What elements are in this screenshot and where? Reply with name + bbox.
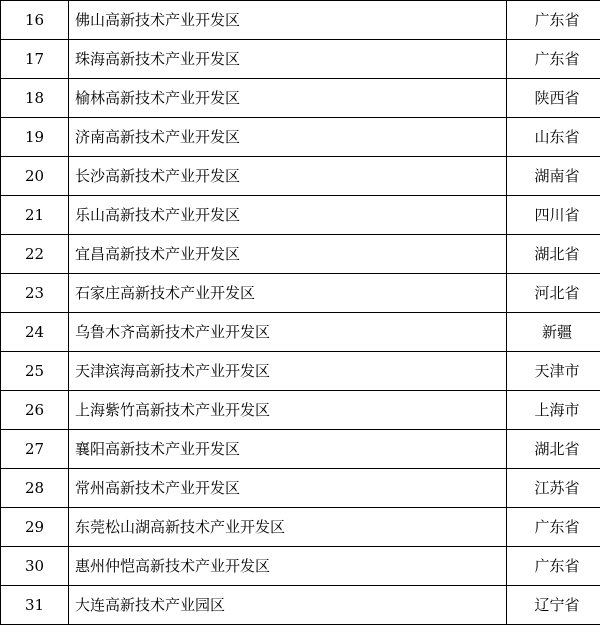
zone-name: 石家庄高新技术产业开发区 [69, 274, 507, 313]
zones-table-body [1, 1, 600, 625]
province: 广东省 [507, 40, 600, 79]
zone-name: 乐山高新技术产业开发区 [69, 196, 507, 235]
row-number: 24 [1, 313, 69, 352]
zone-name: 济南高新技术产业开发区 [69, 118, 507, 157]
zone-name: 佛山高新技术产业开发区 [69, 1, 507, 40]
zone-name: 乌鲁木齐高新技术产业开发区 [69, 313, 507, 352]
row-number: 29 [1, 508, 69, 547]
row-number: 25 [1, 352, 69, 391]
province: 河北省 [507, 274, 600, 313]
table-row [1, 157, 600, 196]
table-row [1, 469, 600, 508]
zone-name: 长沙高新技术产业开发区 [69, 157, 507, 196]
row-number: 21 [1, 196, 69, 235]
row-number: 28 [1, 469, 69, 508]
table-row [1, 40, 600, 79]
row-number: 23 [1, 274, 69, 313]
province: 陕西省 [507, 79, 600, 118]
row-number: 18 [1, 79, 69, 118]
table-row [1, 586, 600, 625]
table-row [1, 274, 600, 313]
province: 湖北省 [507, 235, 600, 274]
zone-name: 东莞松山湖高新技术产业开发区 [69, 508, 507, 547]
province: 江苏省 [507, 469, 600, 508]
province: 广东省 [507, 1, 600, 40]
zone-name: 大连高新技术产业园区 [69, 586, 507, 625]
zone-name: 上海紫竹高新技术产业开发区 [69, 391, 507, 430]
province: 广东省 [507, 547, 600, 586]
table-row [1, 79, 600, 118]
zone-name: 襄阳高新技术产业开发区 [69, 430, 507, 469]
row-number: 16 [1, 1, 69, 40]
zone-name: 榆林高新技术产业开发区 [69, 79, 507, 118]
province: 山东省 [507, 118, 600, 157]
province: 新疆 [507, 313, 600, 352]
province: 湖北省 [507, 430, 600, 469]
table-row [1, 235, 600, 274]
zone-name: 宜昌高新技术产业开发区 [69, 235, 507, 274]
table-row [1, 118, 600, 157]
table-row [1, 391, 600, 430]
row-number: 22 [1, 235, 69, 274]
row-number: 17 [1, 40, 69, 79]
zone-name: 珠海高新技术产业开发区 [69, 40, 507, 79]
province: 四川省 [507, 196, 600, 235]
table-row [1, 1, 600, 40]
row-number: 19 [1, 118, 69, 157]
table-row [1, 196, 600, 235]
zone-name: 常州高新技术产业开发区 [69, 469, 507, 508]
row-number: 27 [1, 430, 69, 469]
row-number: 31 [1, 586, 69, 625]
province: 广东省 [507, 508, 600, 547]
table-row [1, 352, 600, 391]
row-number: 30 [1, 547, 69, 586]
province: 湖南省 [507, 157, 600, 196]
table-row [1, 430, 600, 469]
table-row [1, 547, 600, 586]
zone-name: 惠州仲恺高新技术产业开发区 [69, 547, 507, 586]
row-number: 26 [1, 391, 69, 430]
table-row [1, 313, 600, 352]
zone-name: 天津滨海高新技术产业开发区 [69, 352, 507, 391]
province: 辽宁省 [507, 586, 600, 625]
province: 天津市 [507, 352, 600, 391]
province: 上海市 [507, 391, 600, 430]
row-number: 20 [1, 157, 69, 196]
table-row [1, 508, 600, 547]
